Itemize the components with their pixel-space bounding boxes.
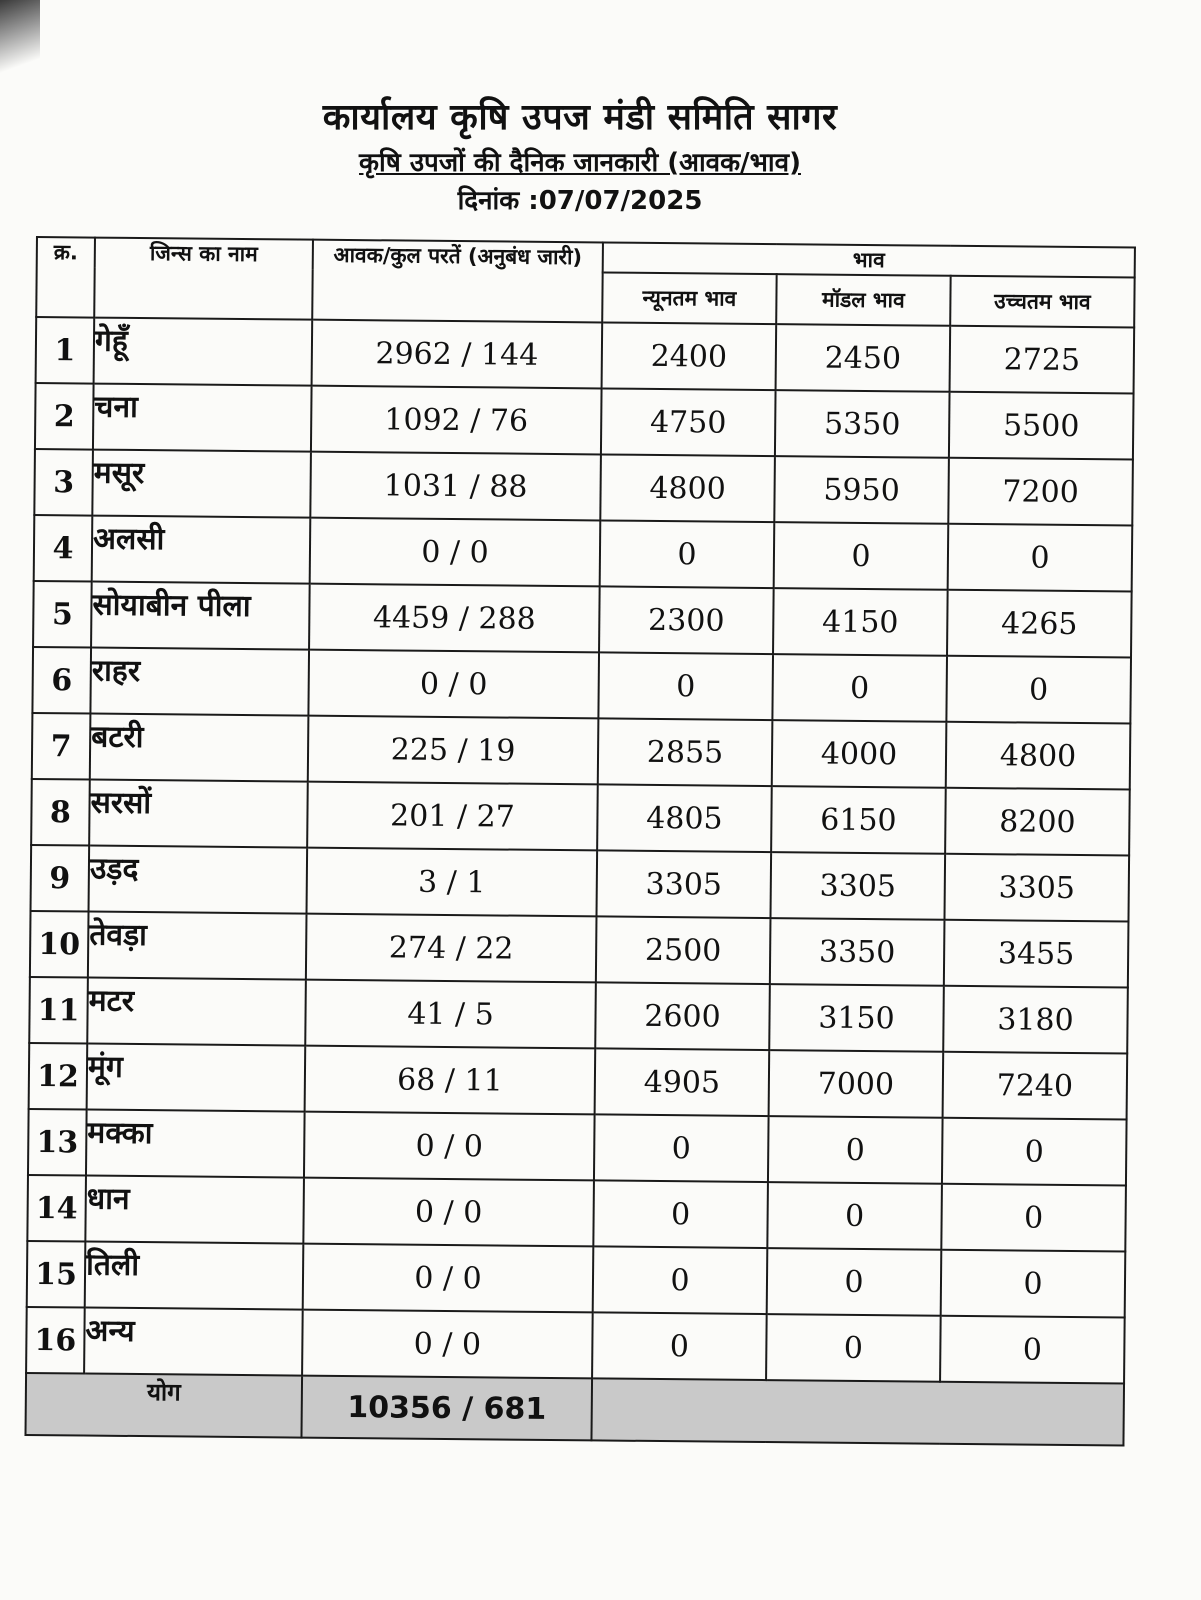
modal-price-cell: 6150 (771, 786, 946, 854)
max-price-cell: 0 (942, 1118, 1127, 1186)
modal-price-cell: 5350 (775, 390, 950, 458)
header-commodity-name: जिन्स का नाम (94, 238, 313, 320)
serial-cell: 15 (27, 1241, 86, 1308)
arrival-cell: 225 / 19 (308, 716, 599, 785)
max-price-cell: 3180 (943, 986, 1128, 1054)
serial-cell: 12 (29, 1043, 88, 1110)
commodity-name-cell: चना (93, 384, 312, 452)
modal-price-cell: 4000 (772, 720, 947, 788)
document-header (0, 95, 1160, 219)
serial-cell: 8 (31, 779, 90, 846)
min-price-cell: 0 (598, 652, 773, 720)
report-date: दिनांक :07/07/2025 (457, 186, 703, 216)
arrival-cell: 0 / 0 (308, 650, 599, 719)
modal-price-cell: 0 (766, 1314, 941, 1382)
commodity-name-cell: तिली (85, 1242, 304, 1310)
arrival-cell: 68 / 11 (305, 1046, 596, 1115)
table-row (27, 1175, 1126, 1252)
total-arrival: 10356 / 681 (301, 1376, 592, 1441)
max-price-cell: 0 (948, 524, 1133, 592)
commodity-name-cell: मूंग (87, 1044, 306, 1112)
min-price-cell: 2500 (596, 916, 771, 984)
table-row (35, 383, 1134, 460)
arrival-cell: 274 / 22 (306, 914, 597, 983)
table-row (34, 515, 1133, 592)
min-price-cell: 2400 (602, 322, 777, 390)
max-price-cell: 7240 (943, 1052, 1128, 1120)
max-price-cell: 7200 (948, 458, 1133, 526)
table-row (29, 977, 1128, 1054)
serial-cell: 1 (36, 317, 95, 384)
max-price-cell: 5500 (949, 392, 1134, 460)
office-title: कार्यालय कृषि उपज मंडी समिति सागर (322, 97, 838, 138)
max-price-cell: 4800 (946, 722, 1131, 790)
serial-cell: 11 (29, 977, 88, 1044)
modal-price-cell: 5950 (774, 456, 949, 524)
commodity-name-cell: अन्य (84, 1308, 303, 1376)
max-price-cell: 0 (946, 656, 1131, 724)
modal-price-cell: 3350 (770, 918, 945, 986)
serial-cell: 6 (32, 647, 91, 714)
serial-cell: 4 (34, 515, 93, 582)
modal-price-cell: 4150 (773, 588, 948, 656)
modal-price-cell: 2450 (776, 324, 951, 392)
table-row (28, 1109, 1127, 1186)
min-price-cell: 0 (593, 1246, 768, 1314)
modal-price-cell: 0 (768, 1116, 943, 1184)
modal-price-cell: 7000 (769, 1050, 944, 1118)
min-price-cell: 3305 (596, 850, 771, 918)
serial-cell: 9 (31, 845, 90, 912)
header-max-price: उच्चतम भाव (950, 276, 1134, 328)
table-row (26, 1307, 1125, 1384)
serial-cell: 3 (34, 449, 93, 516)
table-row (33, 581, 1132, 658)
min-price-cell: 0 (592, 1312, 767, 1380)
serial-cell: 7 (32, 713, 91, 780)
modal-price-cell: 3305 (770, 852, 945, 920)
arrival-cell: 1031 / 88 (310, 452, 601, 521)
max-price-cell: 0 (941, 1250, 1126, 1318)
header-arrival: आवक/कुल परतें (अनुबंध जारी) (312, 240, 603, 323)
table-row (31, 845, 1130, 922)
table-row (31, 779, 1130, 856)
total-row (25, 1373, 1124, 1446)
arrival-cell: 1092 / 76 (311, 386, 602, 455)
commodity-name-cell: अलसी (92, 516, 311, 584)
header-serial: क्र. (36, 237, 95, 318)
arrival-cell: 4459 / 288 (309, 584, 600, 653)
min-price-cell: 2855 (598, 718, 773, 786)
commodity-name-cell: सरसों (89, 780, 308, 848)
table-row (36, 317, 1135, 394)
commodity-name-cell: तेवड़ा (88, 912, 307, 980)
table-row (32, 713, 1131, 790)
max-price-cell: 4265 (947, 590, 1132, 658)
total-label: योग (25, 1373, 302, 1438)
max-price-cell: 0 (940, 1316, 1125, 1384)
serial-cell: 2 (35, 383, 94, 450)
scan-corner-shadow (0, 0, 40, 90)
table-row (27, 1241, 1126, 1318)
commodity-name-cell: धान (85, 1176, 304, 1244)
arrival-cell: 41 / 5 (305, 980, 596, 1049)
commodity-name-cell: मसूर (92, 450, 311, 518)
commodity-name-cell: बटरी (90, 714, 309, 782)
report-subtitle: कृषि उपजों की दैनिक जानकारी (आवक/भाव) (359, 148, 801, 178)
max-price-cell: 3305 (944, 854, 1129, 922)
arrival-cell: 0 / 0 (303, 1244, 594, 1313)
min-price-cell: 4905 (595, 1048, 770, 1116)
modal-price-cell: 0 (772, 654, 947, 722)
arrival-cell: 0 / 0 (310, 518, 601, 587)
max-price-cell: 8200 (945, 788, 1130, 856)
serial-cell: 13 (28, 1109, 87, 1176)
table-row (29, 1043, 1128, 1120)
mandi-rates-table (24, 236, 1135, 1447)
min-price-cell: 0 (594, 1114, 769, 1182)
commodity-name-cell: राहर (90, 648, 309, 716)
modal-price-cell: 0 (767, 1182, 942, 1250)
serial-cell: 16 (26, 1307, 85, 1374)
min-price-cell: 4800 (600, 454, 775, 522)
modal-price-cell: 3150 (769, 984, 944, 1052)
modal-price-cell: 0 (767, 1248, 942, 1316)
arrival-cell: 0 / 0 (302, 1310, 593, 1379)
modal-price-cell: 0 (774, 522, 949, 590)
min-price-cell: 0 (600, 520, 775, 588)
serial-cell: 5 (33, 581, 92, 648)
header-min-price: न्यूनतम भाव (602, 272, 776, 324)
table-row (32, 647, 1131, 724)
min-price-cell: 4805 (597, 784, 772, 852)
commodity-name-cell: मटर (87, 978, 306, 1046)
arrival-cell: 3 / 1 (307, 848, 598, 917)
commodity-name-cell: गेहूँ (94, 318, 313, 386)
serial-cell: 10 (30, 911, 89, 978)
arrival-cell: 201 / 27 (307, 782, 598, 851)
max-price-cell: 0 (941, 1184, 1126, 1252)
commodity-name-cell: उड़द (89, 846, 308, 914)
min-price-cell: 2300 (599, 586, 774, 654)
min-price-cell: 2600 (595, 982, 770, 1050)
table-row (30, 911, 1129, 988)
arrival-cell: 0 / 0 (304, 1112, 595, 1181)
min-price-cell: 0 (593, 1180, 768, 1248)
commodity-name-cell: मक्का (86, 1110, 305, 1178)
header-bhav: भाव (603, 242, 1135, 277)
min-price-cell: 4750 (601, 388, 776, 456)
total-empty-cell (591, 1378, 1124, 1445)
arrival-cell: 0 / 0 (303, 1178, 594, 1247)
commodity-name-cell: सोयाबीन पीला (91, 582, 310, 650)
serial-cell: 14 (27, 1175, 86, 1242)
max-price-cell: 2725 (950, 326, 1135, 394)
max-price-cell: 3455 (944, 920, 1129, 988)
header-modal-price: मॉडल भाव (776, 274, 950, 326)
arrival-cell: 2962 / 144 (312, 320, 603, 389)
table-row (34, 449, 1133, 526)
